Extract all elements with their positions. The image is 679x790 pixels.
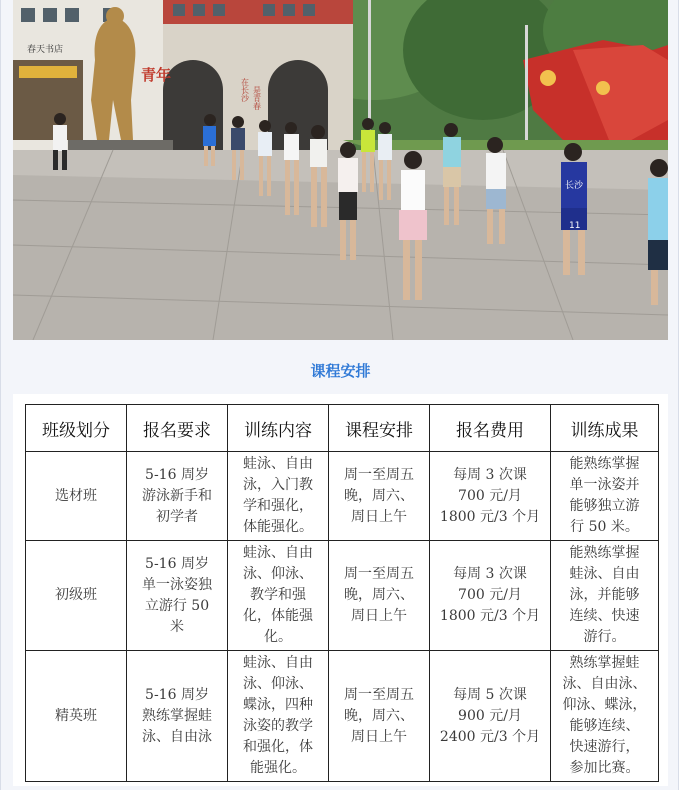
line: 泳、自由泳	[142, 728, 212, 745]
line: 晚，周六、	[344, 707, 414, 724]
requirement-cell	[127, 651, 228, 782]
line: 熟练掌握蛙	[569, 655, 640, 671]
line: 单一泳姿独	[142, 576, 212, 593]
statue-sign: 青年	[141, 66, 172, 84]
line: 能熟练掌握	[569, 456, 640, 472]
line: 晚，周六、	[344, 587, 414, 603]
line: 周日上午	[351, 508, 407, 525]
content-cell	[228, 541, 329, 651]
side-sign-bottom: 是青春	[252, 86, 262, 110]
line: 体能强化。	[243, 519, 313, 535]
line: 蛙泳、自由	[243, 655, 313, 671]
building-sign: 春天书店	[27, 45, 64, 55]
header-content: 训练内容	[228, 405, 329, 452]
line: 泳、仰泳、	[243, 676, 313, 692]
requirement-cell	[127, 452, 228, 541]
line: 快速游行，	[569, 739, 640, 755]
result-cell	[551, 452, 659, 541]
section-title: 课程安排	[300, 360, 380, 382]
line: 仰泳、蝶泳，	[562, 697, 647, 713]
course-schedule-table	[25, 404, 659, 782]
line: 化。	[264, 629, 292, 645]
line: 蝶泳，四种	[243, 697, 313, 713]
line: 每周 3 次课	[453, 466, 527, 483]
header-class: 班级划分	[26, 405, 127, 452]
line: 游泳新手和	[142, 487, 212, 504]
class-cell: 选材班	[26, 452, 127, 541]
training-photo	[13, 0, 668, 340]
line: 泳、自由泳、	[562, 676, 647, 692]
line: 泳，并能够	[569, 587, 640, 603]
line: 5-16 周岁	[145, 466, 209, 483]
line: 和强化，体	[243, 739, 313, 755]
table-header-row	[26, 405, 659, 452]
line: 泳、仰泳、	[243, 566, 313, 582]
schedule-card	[13, 394, 668, 786]
line: 5-16 周岁	[145, 686, 209, 703]
header-fee: 报名费用	[430, 405, 551, 452]
fee-cell	[430, 541, 551, 651]
line: 蛙泳、自由	[243, 545, 313, 561]
line: 周一至周五	[344, 466, 414, 483]
line: 周日上午	[351, 608, 407, 624]
header-result: 训练成果	[551, 405, 659, 452]
line: 蛙泳、自由	[569, 566, 640, 582]
line: 2400 元/3 个月	[439, 728, 541, 745]
table-row	[26, 651, 659, 782]
line: 米	[170, 618, 184, 635]
line: 化，体能强	[243, 608, 313, 624]
requirement-cell	[127, 541, 228, 651]
schedule-cell	[329, 452, 430, 541]
line: 能熟练掌握	[569, 545, 640, 561]
jersey-text: 长沙	[565, 181, 584, 191]
line: 周日上午	[351, 728, 407, 745]
line: 1800 元/3 个月	[439, 508, 541, 525]
result-cell	[551, 651, 659, 782]
line: 700 元/月	[458, 487, 522, 504]
line: 单一泳姿并	[569, 477, 640, 493]
line: 蛙泳、自由	[243, 456, 313, 472]
line: 能够独立游	[569, 498, 640, 514]
result-cell	[551, 541, 659, 651]
jersey-number: 11	[569, 221, 581, 231]
schedule-cell	[329, 541, 430, 651]
table-row	[26, 541, 659, 651]
line: 1800 元/3 个月	[439, 608, 541, 624]
line: 立游行 50	[144, 597, 210, 614]
class-cell: 精英班	[26, 651, 127, 782]
section-header	[1, 360, 679, 384]
line: 能够连续、	[569, 718, 640, 734]
line: 参加比赛。	[569, 760, 640, 776]
line: 泳，入门教	[243, 477, 313, 493]
line: 游行。	[583, 629, 626, 645]
class-cell: 初级班	[26, 541, 127, 651]
line: 教学和强	[250, 587, 306, 603]
line: 初学者	[156, 508, 198, 525]
line: 泳姿的教学	[243, 718, 313, 734]
line: 行 50 米。	[570, 519, 639, 535]
line: 900 元/月	[458, 707, 522, 724]
line: 连续、快速	[569, 608, 640, 624]
line: 700 元/月	[458, 587, 522, 603]
content-cell	[228, 452, 329, 541]
schedule-cell	[329, 651, 430, 782]
header-requirement: 报名要求	[127, 405, 228, 452]
header-schedule: 课程安排	[329, 405, 430, 452]
line: 熟练掌握蛙	[142, 707, 212, 724]
line: 晚，周六、	[344, 487, 414, 504]
fee-cell	[430, 452, 551, 541]
fee-cell	[430, 651, 551, 782]
content-cell	[228, 651, 329, 782]
line: 能强化。	[250, 760, 306, 776]
table-row	[26, 452, 659, 541]
side-sign-top: 在长沙	[240, 78, 250, 102]
line: 每周 5 次课	[453, 686, 527, 703]
line: 周一至周五	[344, 686, 414, 703]
line: 5-16 周岁	[145, 555, 209, 572]
line: 每周 3 次课	[453, 566, 527, 582]
line: 周一至周五	[344, 566, 414, 582]
line: 学和强化，	[243, 498, 313, 514]
